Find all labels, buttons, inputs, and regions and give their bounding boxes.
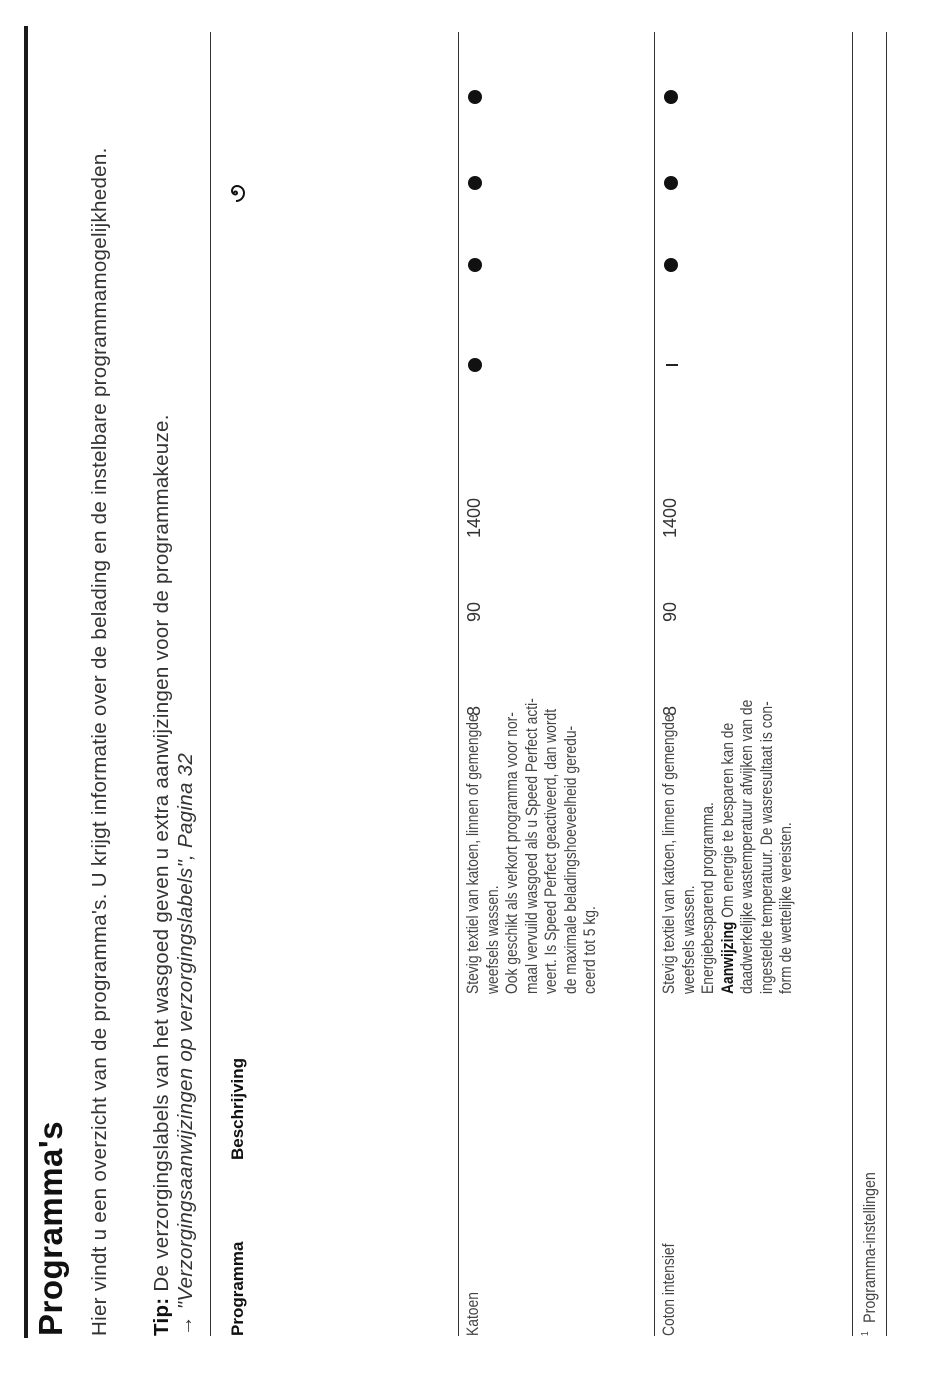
note-line: daadwerkelijke wastemperatuur afwijken van de <box>738 699 756 994</box>
option-available-dot <box>468 258 482 272</box>
option-available-dot <box>468 90 482 104</box>
spiral-icon <box>224 182 246 204</box>
header-top-line <box>210 32 211 1336</box>
max-temperature: 90 <box>660 601 680 622</box>
header-program: Programma <box>228 1241 247 1336</box>
intro-text: Hier vindt u een overzicht van de programma's. U krijgt informatie over de belading en de instelbare programmamogelijkheden. <box>88 147 111 1336</box>
tip-label: Tip: <box>150 1297 173 1336</box>
description-line: maal vervuild wasgoed als u Speed Perfect acti- <box>522 698 541 994</box>
description-line: Stevig textiel van katoen, linnen of gemengde <box>660 714 678 994</box>
tip-paragraph <box>150 46 198 1336</box>
description-line: weefsels wassen. <box>679 885 698 994</box>
footnote-marker: 1 <box>860 1331 872 1336</box>
option-unavailable-dash <box>666 364 678 366</box>
row-divider <box>852 32 853 1336</box>
footnote-text: Programma-instellingen <box>860 1172 879 1323</box>
program-description <box>660 633 797 994</box>
max-spin-speed: 1400 <box>660 497 680 538</box>
description-line: ceerd tot 5 kg. <box>581 906 599 994</box>
program-name: Coton intensief <box>660 1243 678 1336</box>
program-name: Katoen <box>464 1292 482 1336</box>
header-description: Beschrijving <box>228 1057 247 1160</box>
description-line: Ook geschikt als verkort programma voor nor- <box>503 712 521 994</box>
note-line <box>719 633 739 994</box>
option-available-dot <box>664 258 678 272</box>
option-available-dot <box>664 90 678 104</box>
row-divider <box>654 32 655 1336</box>
tip-arrow: → <box>174 1309 197 1336</box>
footnote <box>860 1172 880 1336</box>
description-line: veert. Is Speed Perfect geactiveerd, dan wordt <box>542 708 560 994</box>
description-line: de maximale beladingshoeveelheid geredu- <box>561 725 580 994</box>
option-available-dot <box>664 176 678 190</box>
row-divider <box>458 32 459 1336</box>
description-line: weefsels wassen. <box>483 885 502 994</box>
tip-text: De verzorgingslabels van het wasgoed geven u extra aanwijzingen voor de programmakeuze. <box>150 414 173 1298</box>
tip-reference: "Verzorgingsaanwijzingen op verzorgingslabels", Pagina 32 <box>174 752 197 1310</box>
option-available-dot <box>468 176 482 190</box>
description-line: Stevig textiel van katoen, linnen of gemengde <box>464 714 482 994</box>
program-description <box>464 633 601 994</box>
description-line: Energiebesparend programma. <box>699 802 717 994</box>
note-text: Om energie te besparen kan de <box>718 722 737 922</box>
note-line: ingestelde temperatuur. De wasresultaat is con- <box>757 701 776 994</box>
page-title: Programma's <box>32 1120 69 1336</box>
max-spin-speed: 1400 <box>464 497 484 538</box>
max-load: 8 <box>464 705 484 716</box>
footnote-line <box>886 32 887 1336</box>
max-temperature: 90 <box>464 601 484 622</box>
max-load: 8 <box>660 705 680 716</box>
note-line: form de wettelijke vereisten. <box>777 822 795 994</box>
title-bar <box>24 26 28 1338</box>
option-available-dot <box>468 358 482 372</box>
note-label: Aanwijzing <box>718 921 737 994</box>
